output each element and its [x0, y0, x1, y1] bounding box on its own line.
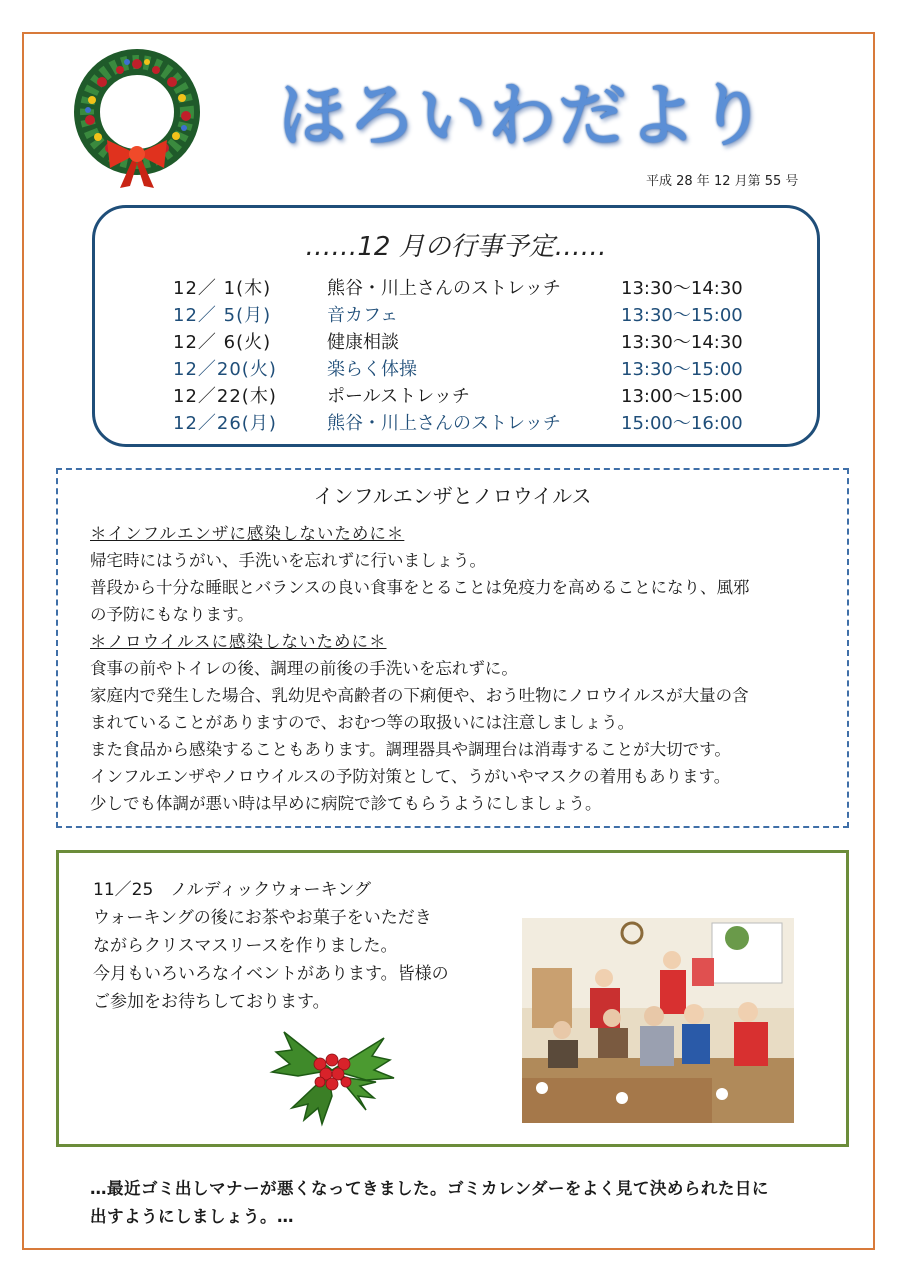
event-time: 13:30〜15:00 — [621, 305, 743, 326]
event-name: 音カフェ — [327, 305, 399, 326]
event-row — [95, 328, 817, 355]
event-time: 13:30〜15:00 — [621, 359, 743, 380]
norovirus-text: 家庭内で発生した場合、乳幼児や高齢者の下痢便や、おう吐物にノロウイルスが大量の含 — [90, 686, 749, 705]
event-name: 熊谷・川上さんのストレッチ — [327, 278, 561, 299]
event-date: 12／20(火) — [173, 359, 277, 380]
norovirus-text: インフルエンザやノロウイルスの予防対策として、うがいやマスクの着用もあります。 — [90, 767, 731, 786]
event-photo — [522, 918, 794, 1123]
report-text: 今月もいろいろなイベントがあります。皆様の — [93, 964, 449, 984]
norovirus-heading: ＊ノロウイルスに感染しないために＊ — [90, 632, 387, 651]
footer-notice: …最近ゴミ出しマナーが悪くなってきました。ゴミカレンダーをよく見て決められた日に — [90, 1179, 769, 1198]
influenza-heading: ＊インフルエンザに感染しないために＊ — [90, 524, 405, 543]
event-name: ポールストレッチ — [327, 386, 470, 407]
event-time: 13:30〜14:30 — [621, 332, 743, 353]
norovirus-text: 食事の前やトイレの後、調理の前後の手洗いを忘れずに。 — [90, 659, 518, 678]
schedule-title: ……12 月の行事予定…… — [305, 232, 607, 262]
event-row — [95, 355, 817, 382]
event-row — [95, 274, 817, 301]
newsletter-title: ほろいわだより — [278, 77, 769, 156]
event-date: 12／ 5(月) — [173, 305, 272, 326]
event-name: 健康相談 — [327, 332, 399, 353]
event-row — [95, 301, 817, 328]
norovirus-text: また食品から感染することもあります。調理器具や調理台は消毒することが大切です。 — [90, 740, 731, 759]
issue-number: 平成 28 年 12 月第 55 号 — [646, 174, 799, 189]
event-row — [95, 382, 817, 409]
report-text: ながらクリスマスリースを作りました。 — [93, 936, 398, 956]
influenza-text: 普段から十分な睡眠とバランスの良い食事をとることは免疫力を高めることになり、風邪 — [90, 578, 750, 597]
event-name: 楽らく体操 — [327, 359, 417, 380]
holly-icon — [262, 1012, 402, 1127]
report-text: ご参加をお待ちしております。 — [93, 992, 330, 1012]
influenza-text: 帰宅時にはうがい、手洗いを忘れずに行いましょう。 — [90, 551, 486, 570]
event-date: 12／ 6(火) — [173, 332, 272, 353]
influenza-text: の予防にもなります。 — [90, 605, 254, 624]
event-date: 12／26(月) — [173, 413, 277, 434]
health-notice-title: インフルエンザとノロウイルス — [313, 484, 592, 508]
health-notice-box — [56, 468, 849, 828]
norovirus-text: まれていることがありますので、おむつ等の取扱いには注意しましょう。 — [90, 713, 635, 732]
event-date: 12／ 1(木) — [173, 278, 272, 299]
event-time: 15:00〜16:00 — [621, 413, 743, 434]
schedule-box — [92, 205, 820, 447]
event-row — [95, 409, 817, 436]
norovirus-text: 少しでも体調が悪い時は早めに病院で診てもらうようにしましょう。 — [90, 794, 602, 813]
report-text: ウォーキングの後にお茶やお菓子をいただき — [93, 908, 432, 928]
footer-notice: 出すようにしましょう。… — [90, 1207, 294, 1226]
event-name: 熊谷・川上さんのストレッチ — [327, 413, 561, 434]
christmas-wreath-icon — [62, 42, 212, 192]
report-heading: 11／25 ノルディックウォーキング — [93, 880, 372, 900]
event-time: 13:30〜14:30 — [621, 278, 743, 299]
event-date: 12／22(木) — [173, 386, 277, 407]
event-time: 13:00〜15:00 — [621, 386, 743, 407]
